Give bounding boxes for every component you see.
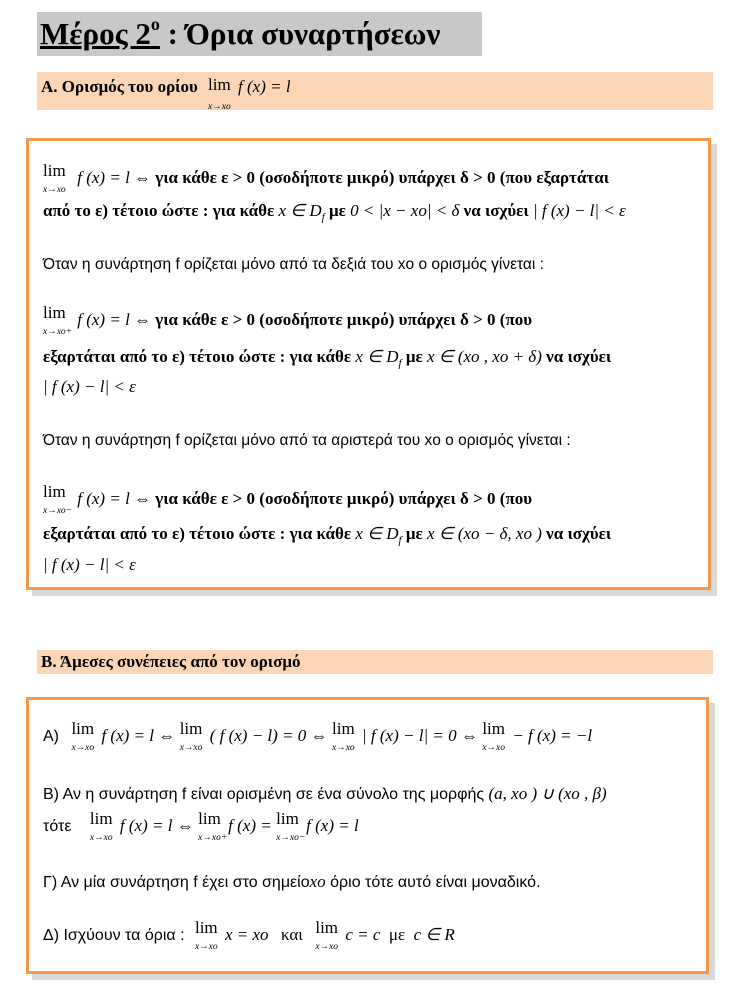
item-b-limit-2 xyxy=(198,809,228,843)
item-b-expr-1: f (x) = l ⇔ xyxy=(119,816,194,835)
lim-subscript: x→xo xyxy=(89,833,113,843)
def2-expression: f (x) = l ⇔ xyxy=(77,310,152,329)
lim-word: lim xyxy=(43,303,66,322)
def1-expression: f (x) = l ⇔ xyxy=(77,168,152,187)
lim-word: lim xyxy=(43,482,66,501)
lim-subscript: x→xo xyxy=(482,743,505,753)
lim-word: lim xyxy=(332,719,355,738)
def3-domain-sub: f xyxy=(398,534,402,547)
item-g-rest: όριο τότε αυτό είναι μοναδικό. xyxy=(330,874,541,891)
lim-word: lim xyxy=(89,809,113,828)
def3-domain: x ∈ D xyxy=(355,524,399,543)
lim-subscript: x→xo xyxy=(179,743,203,753)
item-a-label: Α) xyxy=(43,728,59,745)
lim-word: lim xyxy=(198,809,221,828)
item-g xyxy=(43,872,700,892)
item-d-expr-1: x = xo xyxy=(224,925,269,944)
item-b-set: (a, xo ) ∪ (xo , β) xyxy=(488,784,607,803)
item-b-line2 xyxy=(43,809,700,843)
item-b-expr-3: f (x) = l xyxy=(306,816,359,835)
def3-line1 xyxy=(43,482,702,516)
limit-word: lim xyxy=(208,75,231,94)
def1-line2 xyxy=(43,201,702,223)
lim-subscript: x→xo+ xyxy=(198,833,228,843)
def3-limit xyxy=(43,482,73,516)
def1-domain: x ∈ D xyxy=(278,201,322,220)
item-g-text: Γ) Αν μία συνάρτηση f έχει στο σημείο xyxy=(43,874,310,891)
lim-subscript: x→xo xyxy=(332,743,355,753)
item-b-text: Β) Αν η συνάρτηση f είναι ορισμένη σε ένα σύνολο της μορφής xyxy=(43,786,485,803)
item-a-expr-4: − f (x) = −l xyxy=(512,726,593,745)
def1-limit xyxy=(43,161,73,195)
lim-subscript: x→xo xyxy=(194,942,218,952)
item-a-limit-4 xyxy=(482,719,512,753)
item-d-limit-2 xyxy=(315,918,345,952)
lim-word: lim xyxy=(276,809,299,828)
section-a-header xyxy=(37,72,713,110)
section-a-label: Α. Ορισμός του ορίου xyxy=(41,77,198,96)
lim-subscript: x→xo+ xyxy=(43,327,73,337)
def3-me: με xyxy=(405,524,423,543)
item-g-xo: xo xyxy=(309,872,326,891)
def2-line1 xyxy=(43,303,702,337)
item-b-line1 xyxy=(43,784,700,804)
def3-expression: f (x) = l ⇔ xyxy=(77,489,152,508)
limit-notation xyxy=(208,72,238,112)
item-a-expr-3: | f (x) − l| = 0 ⇔ xyxy=(362,726,478,745)
def1-me: με xyxy=(328,201,346,220)
def2-line2 xyxy=(43,347,702,369)
lim-subscript: x→xo xyxy=(71,743,95,753)
section-b-label: Β. Άμεσες συνέπειες από τον ορισμό xyxy=(41,652,301,671)
item-d-limit-1 xyxy=(194,918,225,952)
item-b-limit-1 xyxy=(89,809,120,843)
def1-na-isxyei: να ισχύει xyxy=(463,201,529,220)
item-a-limit-2 xyxy=(179,719,210,753)
title-prefix: Μέρος 2 xyxy=(40,16,151,51)
def1-result: | f (x) − l| < ε xyxy=(532,201,626,220)
def2-text: για κάθε ε > 0 (οσοδήποτε μικρό) υπάρχει δ > 0 (που xyxy=(155,310,533,329)
def2-na-isxyei: να ισχύει xyxy=(546,347,612,366)
def2-limit xyxy=(43,303,73,337)
item-d xyxy=(43,918,700,952)
def3-na-isxyei: να ισχύει xyxy=(546,524,612,543)
item-b-tote: τότε xyxy=(43,818,72,835)
item-a-limit-1 xyxy=(71,719,101,753)
item-d-expr-2: c = c xyxy=(345,925,381,944)
def2-text-2: εξαρτάται από το ε) τέτοιο ώστε : για κάθε xyxy=(43,347,352,366)
title-separator: : xyxy=(159,16,186,51)
right-limit-intro: Όταν η συνάρτηση f ορίζεται μόνο από τα δεξιά του xo ο ορισμός γίνεται : xyxy=(43,256,544,273)
item-a xyxy=(43,719,700,753)
lim-word: lim xyxy=(315,918,339,937)
def2-interval: x ∈ (xo , xo + δ) xyxy=(426,347,542,366)
limit-subscript: x→xo xyxy=(208,102,231,112)
lim-word: lim xyxy=(71,719,95,738)
lim-subscript: x→xo xyxy=(43,185,66,195)
item-d-text: Δ) Ισχύουν τα όρια : xyxy=(43,927,185,944)
limit-expression: f (x) = l xyxy=(238,77,291,96)
lim-subscript: x→xo xyxy=(315,942,339,952)
def1-text: για κάθε ε > 0 (οσοδήποτε μικρό) υπάρχει δ > 0 (που εξαρτάται xyxy=(155,168,609,187)
item-d-expr-3: c ∈ R xyxy=(413,925,455,944)
def3-interval: x ∈ (xo − δ, xo ) xyxy=(426,524,542,543)
page-title xyxy=(37,12,482,56)
lim-word: lim xyxy=(43,161,66,180)
def1-condition: 0 < |x − xo| < δ xyxy=(350,201,460,220)
item-b-limit-3 xyxy=(276,809,306,843)
def2-domain: x ∈ D xyxy=(355,347,399,366)
def2-me: με xyxy=(405,347,423,366)
item-a-expr-2: ( f (x) − l) = 0 ⇔ xyxy=(209,726,328,745)
def2-result: | f (x) − l| < ε xyxy=(43,377,136,396)
definition-panel xyxy=(26,138,711,590)
item-d-kai: και xyxy=(280,925,303,944)
def1-line1 xyxy=(43,161,702,195)
def1-domain-sub: f xyxy=(321,211,325,224)
lim-word: lim xyxy=(194,918,218,937)
def3-text: για κάθε ε > 0 (οσοδήποτε μικρό) υπάρχει δ > 0 (που xyxy=(155,489,533,508)
item-a-expr-1: f (x) = l ⇔ xyxy=(101,726,176,745)
def2-domain-sub: f xyxy=(398,357,402,370)
item-a-limit-3 xyxy=(332,719,362,753)
item-b-expr-2: f (x) = xyxy=(228,816,272,835)
consequences-panel xyxy=(26,697,709,974)
left-limit-intro: Όταν η συνάρτηση f ορίζεται μόνο από τα αριστερά του xo ο ορισμός γίνεται : xyxy=(43,432,571,449)
def3-result: | f (x) − l| < ε xyxy=(43,555,136,574)
lim-word: lim xyxy=(482,719,505,738)
def3-line2 xyxy=(43,524,702,546)
lim-word: lim xyxy=(179,719,203,738)
title-text: Όρια συναρτήσεων xyxy=(185,16,441,51)
section-b-header xyxy=(37,650,713,674)
item-d-me: με xyxy=(388,925,406,944)
def3-text-2: εξαρτάται από το ε) τέτοιο ώστε : για κάθε xyxy=(43,524,352,543)
def1-text-2: από το ε) τέτοιο ώστε : για κάθε xyxy=(43,201,275,220)
title-superscript: ο xyxy=(150,14,160,34)
lim-subscript: x→xo− xyxy=(276,833,306,843)
lim-subscript: x→xo− xyxy=(43,506,73,516)
